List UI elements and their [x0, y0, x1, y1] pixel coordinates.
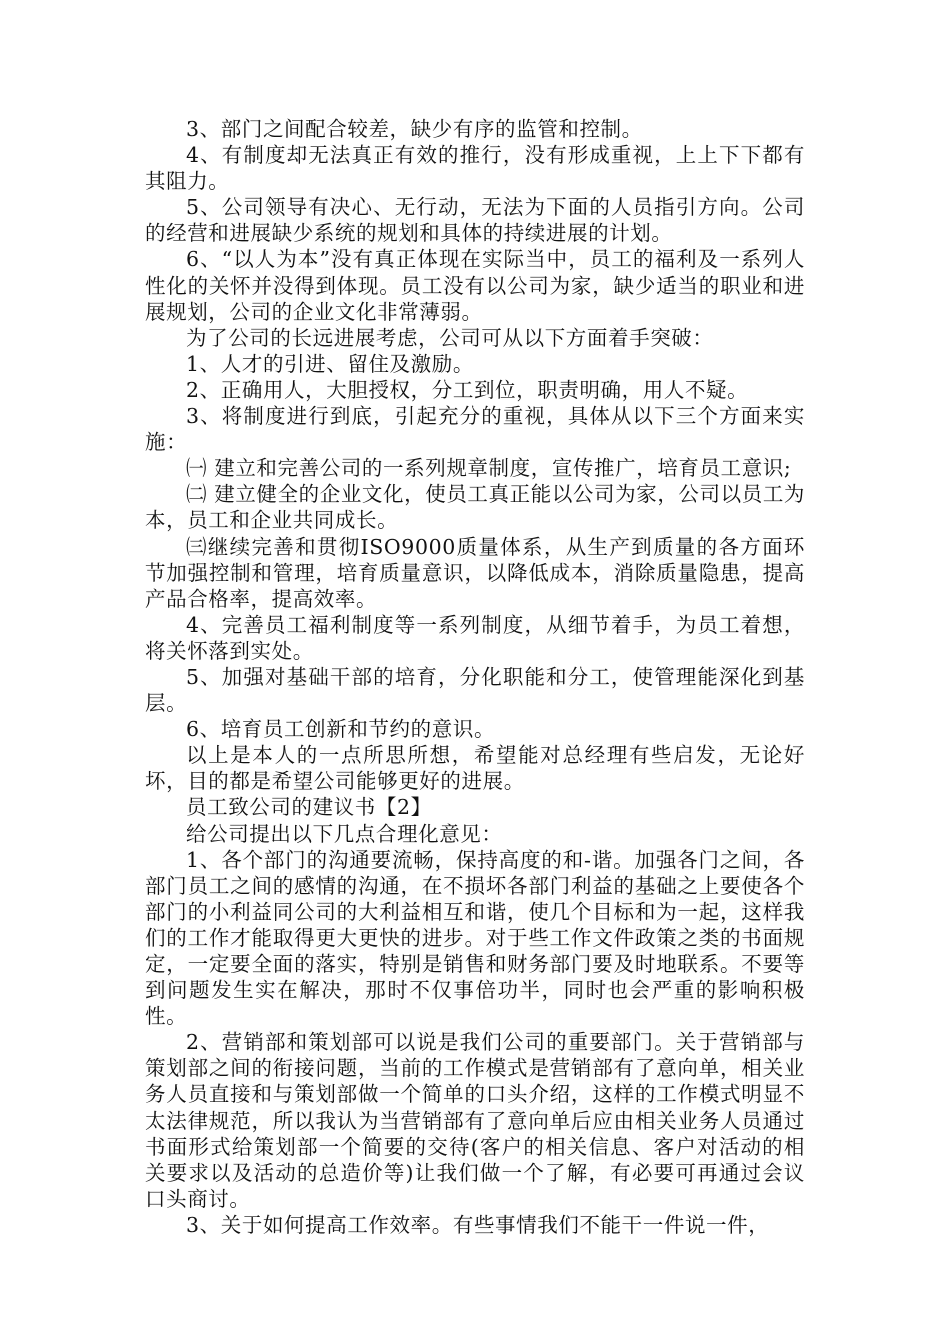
paragraph-delegation: 2、正确用人，大胆授权，分工到位，职责明确，用人不疑。 [186, 377, 749, 402]
paragraph-leadership: 5、公司领导有决心、无行动，无法为下面的人员指引方向。公司的经营和进展缺少系统的规划和具体的持续进展的计划。 [145, 195, 805, 246]
paragraph-dept-coordination: 3、部门之间配合较差，缺少有序的监管和控制。 [186, 117, 643, 141]
document-body [145, 116, 805, 1238]
paragraph-innovation: 6、培育员工创新和节约的意识。 [186, 717, 496, 742]
section-title: 员工致公司的建议书【2】 [186, 795, 432, 820]
paragraph-welfare: 4、完善员工福利制度等一系列制度，从细节着手，为员工着想，将关怀落到实处。 [145, 612, 805, 663]
paragraph-talent: 1、人才的引进、留住及激励。 [186, 351, 474, 376]
paragraph-sub-item-2: ㈡ 建立健全的企业文化，使员工真正能以公司为家，公司以员工为本，员工和企业共同成长。 [145, 482, 806, 533]
paragraph-conclusion: 以上是本人的一点所思所想，希望能对总经理有些启发，无论好坏，目的都是希望公司能够更好的进展。 [145, 743, 805, 794]
paragraph-sub-item-1: ㈠ 建立和完善公司的一系列规章制度，宣传推广，培育员工意识; [186, 456, 792, 481]
paragraph-people-oriented: 6、“以人为本”没有真正体现在实际当中，员工的福利及一系列人性化的关怀并没得到体现。员工没有以公司为家，缺少适当的职业和进展规划，公司的企业文化非常薄弱。 [145, 247, 805, 324]
paragraph-implement-system: 3、将制度进行到底，引起充分的重视，具体从以下三个方面来实施： [145, 404, 805, 455]
paragraph-efficiency: 3、关于如何提高工作效率。有些事情我们不能干一件说一件， [186, 1212, 770, 1237]
paragraph-sub-item-3: ㈢继续完善和贯彻ISO9000质量体系，从生产到质量的各方面环节加强控制和管理，培育质量意识，以降低成本，消除质量隐患，提高产品合格率，提高效率。 [145, 534, 805, 611]
paragraph-suggestions-intro: 给公司提出以下几点合理化意见： [186, 821, 503, 846]
paragraph-marketing-planning: 2、营销部和策划部可以说是我们公司的重要部门。关于营销部与策划部之间的衔接问题，当前的工作模式是营销部有了意向单，相关业务人员直接和与策划部做一个简单的口头介绍，这样的工作模式明显不太法律规范，所以我认为当营销部有了意向单后应由相关业务人员通过书面形式给策划部一个简要的交待(客户的相关信息、客户对活动的相关要求以及活动的总造价等)让我们做一个了解，有必要可再通过会议口头商讨。 [145, 1030, 805, 1211]
paragraph-breakthrough-intro: 为了公司的长远进展考虑，公司可从以下方面着手突破： [186, 325, 714, 350]
paragraph-cadre-training: 5、加强对基础干部的培育，分化职能和分工，使管理能深化到基层。 [145, 664, 805, 716]
paragraph-communication: 1、各个部门的沟通要流畅，保持高度的和-谐。加强各门之间，各部门员工之间的感情的沟通，在不损坏各部门利益的基础之上要使各个部门的小利益同公司的大利益相互和谐，使几个目标和为一起，这样我们的工作才能取得更大更快的进步。对于些工作文件政策之类的书面规定，一定要全面的落实，特别是销售和财务部门要及时地联系。不要等到问题发生实在解决，那时不仅事倍功半，同时也会严重的影响积极性。 [145, 847, 805, 1029]
paragraph-system-enforcement: 4、有制度却无法真正有效的推行，没有形成重视，上上下下都有其阻力。 [145, 143, 805, 194]
